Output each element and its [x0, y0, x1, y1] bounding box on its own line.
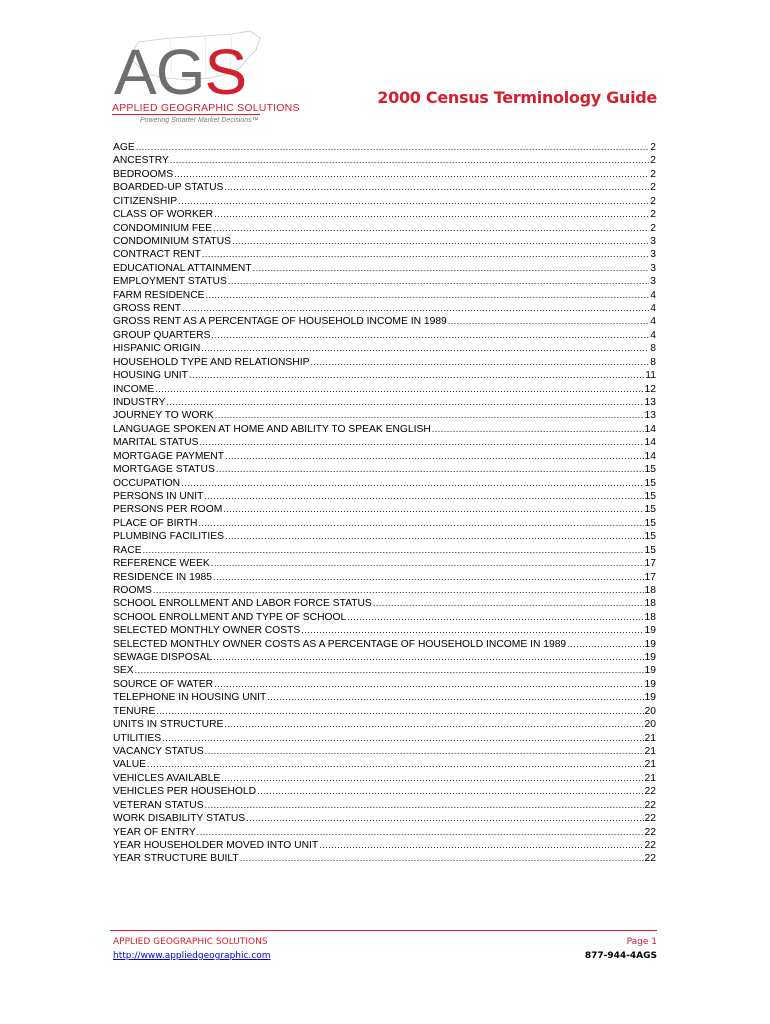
toc-entry-page: 22	[644, 799, 656, 811]
toc-entry-page: 20	[644, 705, 656, 717]
toc-entry-term: FARM RESIDENCE	[113, 289, 205, 301]
toc-dot-leader	[178, 195, 649, 208]
toc-entry-page: 19	[644, 652, 656, 664]
toc-entry-term: CONDOMINIUM STATUS	[113, 235, 232, 247]
toc-entry[interactable]	[113, 544, 656, 557]
toc-dot-leader	[232, 235, 649, 248]
toc-entry[interactable]	[113, 356, 656, 369]
toc-entry[interactable]	[113, 222, 656, 235]
toc-entry-term: SEX	[113, 665, 134, 677]
toc-entry-page: 17	[644, 558, 656, 570]
toc-dot-leader	[224, 718, 643, 731]
toc-entry[interactable]	[113, 772, 656, 785]
toc-entry-term: VALUE	[113, 759, 147, 771]
toc-entry-page: 18	[644, 611, 656, 623]
toc-entry-term: UNITS IN STRUCTURE	[113, 719, 224, 731]
toc-entry[interactable]	[113, 597, 656, 610]
toc-entry-page: 2	[650, 182, 656, 194]
toc-entry-page: 21	[644, 732, 656, 744]
toc-entry-page: 3	[650, 276, 656, 288]
toc-entry-page: 14	[644, 450, 656, 462]
toc-entry-term: ANCESTRY	[113, 155, 169, 167]
table-of-contents	[113, 141, 656, 866]
toc-dot-leader	[199, 436, 643, 449]
toc-entry-term: UTILITIES	[113, 732, 162, 744]
toc-entry-term: HISPANIC ORIGIN	[113, 343, 201, 355]
toc-entry[interactable]	[113, 436, 656, 449]
toc-entry[interactable]	[113, 745, 656, 758]
phone-number: 877-944-4AGS	[584, 951, 657, 961]
logo-company-name: APPLIED GEOGRAPHIC SOLUTIONS	[112, 102, 300, 114]
toc-entry[interactable]	[113, 154, 656, 167]
toc-entry-page: 8	[650, 343, 656, 355]
toc-entry-page: 19	[644, 678, 656, 690]
toc-entry[interactable]	[113, 799, 656, 812]
toc-dot-leader	[205, 745, 644, 758]
toc-entry-page: 18	[644, 598, 656, 610]
toc-entry-term: BOARDED-UP STATUS	[113, 182, 224, 194]
toc-entry-page: 15	[644, 544, 656, 556]
toc-entry-term: RACE	[113, 544, 142, 556]
toc-dot-leader	[162, 732, 643, 745]
toc-entry-term: LANGUAGE SPOKEN AT HOME AND ABILITY TO SPEAK ENGLISH	[113, 423, 431, 435]
toc-entry-term: INDUSTRY	[113, 397, 166, 409]
toc-entry[interactable]	[113, 530, 656, 543]
toc-entry[interactable]	[113, 718, 656, 731]
toc-entry[interactable]	[113, 624, 656, 637]
footer-right	[585, 936, 657, 963]
toc-entry-term: SELECTED MONTHLY OWNER COSTS	[113, 625, 301, 637]
toc-entry-page: 3	[650, 262, 656, 274]
toc-entry-page: 15	[644, 517, 656, 529]
toc-dot-leader	[204, 490, 643, 503]
toc-dot-leader	[567, 638, 643, 651]
toc-entry[interactable]	[113, 852, 656, 865]
toc-dot-leader	[197, 826, 644, 839]
toc-entry-page: 2	[650, 222, 656, 234]
toc-dot-leader	[182, 302, 649, 315]
toc-dot-leader	[201, 342, 649, 355]
toc-entry[interactable]	[113, 248, 656, 261]
toc-entry-term: VETERAN STATUS	[113, 799, 204, 811]
toc-entry-page: 13	[644, 410, 656, 422]
toc-entry[interactable]	[113, 450, 656, 463]
toc-entry-term: REFERENCE WEEK	[113, 558, 210, 570]
toc-entry[interactable]	[113, 517, 656, 530]
toc-entry-term: TENURE	[113, 705, 156, 717]
toc-entry[interactable]	[113, 691, 656, 704]
toc-dot-leader	[156, 705, 643, 718]
toc-entry-page: 22	[644, 813, 656, 825]
toc-entry[interactable]	[113, 678, 656, 691]
toc-dot-leader	[253, 262, 650, 275]
toc-entry-term: SCHOOL ENROLLMENT AND LABOR FORCE STATUS	[113, 598, 372, 610]
toc-entry[interactable]	[113, 638, 656, 651]
toc-entry-page: 14	[644, 437, 656, 449]
toc-entry-term: SOURCE OF WATER	[113, 678, 214, 690]
toc-entry[interactable]	[113, 571, 656, 584]
toc-entry-term: GROSS RENT AS A PERCENTAGE OF HOUSEHOLD INCOME IN 1989	[113, 316, 447, 328]
toc-dot-leader	[373, 597, 644, 610]
toc-entry-page: 21	[644, 772, 656, 784]
toc-entry[interactable]	[113, 584, 656, 597]
document-title: 2000 Census Terminology Guide	[377, 88, 657, 107]
toc-dot-leader	[166, 396, 643, 409]
toc-entry[interactable]	[113, 383, 656, 396]
toc-dot-leader	[143, 544, 644, 557]
toc-entry[interactable]	[113, 275, 656, 288]
toc-entry-term: TELEPHONE IN HOUSING UNIT	[113, 692, 267, 704]
toc-entry-term: PERSONS PER ROOM	[113, 504, 223, 516]
toc-entry-page: 18	[644, 584, 656, 596]
toc-entry-page: 15	[644, 531, 656, 543]
toc-entry-page: 14	[644, 423, 656, 435]
toc-dot-leader	[215, 409, 644, 422]
toc-entry-term: ROOMS	[113, 584, 152, 596]
toc-entry[interactable]	[113, 423, 656, 436]
toc-entry-term: CLASS OF WORKER	[113, 209, 214, 221]
toc-entry-page: 22	[644, 839, 656, 851]
toc-entry-page: 21	[644, 745, 656, 757]
toc-entry[interactable]	[113, 315, 656, 328]
toc-entry-page: 4	[650, 289, 656, 301]
toc-entry-term: CONDOMINIUM FEE	[113, 222, 212, 234]
toc-dot-leader	[199, 517, 644, 530]
toc-dot-leader	[170, 154, 649, 167]
toc-entry[interactable]	[113, 463, 656, 476]
toc-dot-leader	[214, 208, 649, 221]
toc-entry[interactable]	[113, 705, 656, 718]
toc-dot-leader	[202, 248, 649, 261]
ags-logo	[110, 28, 300, 128]
logo-divider	[112, 114, 260, 115]
footer-website-link[interactable]: http://www.appliedgeographic.com	[113, 951, 271, 961]
toc-entry-page: 4	[650, 316, 656, 328]
toc-entry[interactable]	[113, 839, 656, 852]
toc-entry-term: VEHICLES PER HOUSEHOLD	[113, 786, 257, 798]
toc-entry-term: GROUP QUARTERS	[113, 329, 211, 341]
toc-entry-page: 12	[644, 383, 656, 395]
toc-entry-page: 20	[644, 719, 656, 731]
toc-dot-leader	[267, 691, 643, 704]
toc-dot-leader	[205, 799, 644, 812]
toc-entry[interactable]	[113, 812, 656, 825]
toc-entry-page: 2	[650, 168, 656, 180]
toc-entry-page: 8	[650, 356, 656, 368]
toc-entry-term: VEHICLES AVAILABLE	[113, 772, 221, 784]
toc-entry-term: GROSS RENT	[113, 303, 182, 315]
toc-entry[interactable]	[113, 785, 656, 798]
toc-entry-term: CONTRACT RENT	[113, 249, 201, 261]
toc-entry-page: 15	[644, 504, 656, 516]
toc-entry[interactable]	[113, 409, 656, 422]
toc-entry-page: 2	[650, 155, 656, 167]
toc-dot-leader	[213, 571, 644, 584]
toc-entry[interactable]	[113, 141, 656, 154]
toc-entry-term: MARITAL STATUS	[113, 437, 199, 449]
logo-tagline: Powering Smarter Market Decisions™	[140, 117, 259, 124]
toc-entry-page: 2	[650, 195, 656, 207]
toc-entry-page: 13	[644, 397, 656, 409]
toc-dot-leader	[216, 463, 644, 476]
toc-entry-term: CITIZENSHIP	[113, 195, 178, 207]
toc-entry[interactable]	[113, 302, 656, 315]
toc-entry-page: 19	[644, 625, 656, 637]
toc-dot-leader	[136, 141, 650, 154]
toc-dot-leader	[147, 758, 644, 771]
toc-dot-leader	[448, 315, 649, 328]
toc-entry-term: INCOME	[113, 383, 155, 395]
toc-dot-leader	[225, 450, 644, 463]
toc-entry[interactable]	[113, 826, 656, 839]
toc-entry-page: 3	[650, 235, 656, 247]
toc-entry-page: 15	[644, 490, 656, 502]
toc-entry-term: RESIDENCE IN 1985	[113, 571, 213, 583]
toc-entry-term: AGE	[113, 142, 135, 153]
toc-entry-page: 15	[644, 477, 656, 489]
toc-dot-leader	[211, 557, 644, 570]
toc-dot-leader	[347, 611, 643, 624]
toc-entry-term: EMPLOYMENT STATUS	[113, 276, 227, 288]
toc-entry[interactable]	[113, 651, 656, 664]
toc-entry-term: WORK DISABILITY STATUS	[113, 813, 246, 825]
toc-entry[interactable]	[113, 758, 656, 771]
toc-entry[interactable]	[113, 289, 656, 302]
toc-entry-page: 22	[644, 786, 656, 798]
toc-dot-leader	[225, 530, 644, 543]
toc-dot-leader	[155, 383, 643, 396]
toc-entry-term: SEWAGE DISPOSAL	[113, 652, 213, 664]
toc-entry-term: PLACE OF BIRTH	[113, 517, 198, 529]
toc-dot-leader	[310, 356, 649, 369]
toc-entry[interactable]	[113, 208, 656, 221]
toc-entry-page: 19	[644, 665, 656, 677]
toc-entry-page: 4	[650, 329, 656, 341]
toc-dot-leader	[224, 181, 649, 194]
toc-dot-leader	[189, 369, 644, 382]
toc-entry-page: 2	[650, 209, 656, 221]
toc-dot-leader	[211, 329, 649, 342]
toc-dot-leader	[174, 168, 649, 181]
toc-entry-term: JOURNEY TO WORK	[113, 410, 214, 422]
toc-dot-leader	[432, 423, 644, 436]
toc-entry-term: PLUMBING FACILITIES	[113, 531, 225, 543]
toc-entry-term: VACANCY STATUS	[113, 745, 204, 757]
toc-entry-page: 22	[644, 853, 656, 865]
toc-dot-leader	[240, 852, 644, 865]
toc-entry[interactable]	[113, 369, 656, 382]
toc-entry-term: PERSONS IN UNIT	[113, 490, 204, 502]
toc-entry-term: YEAR HOUSEHOLDER MOVED INTO UNIT	[113, 839, 319, 851]
toc-dot-leader	[228, 275, 649, 288]
toc-entry[interactable]	[113, 664, 656, 677]
footer-divider	[110, 930, 657, 931]
toc-entry[interactable]	[113, 396, 656, 409]
toc-entry[interactable]	[113, 342, 656, 355]
toc-entry-page: 19	[644, 692, 656, 704]
footer-company-name: APPLIED GEOGRAPHIC SOLUTIONS	[113, 937, 268, 947]
toc-dot-leader	[223, 503, 643, 516]
toc-entry-page: 2	[650, 142, 656, 153]
toc-entry-term: BEDROOMS	[113, 168, 174, 180]
toc-entry[interactable]	[113, 611, 656, 624]
page-number: Page 1	[626, 937, 657, 947]
toc-entry-term: HOUSING UNIT	[113, 370, 188, 382]
toc-entry-page: 15	[644, 464, 656, 476]
toc-entry-term: YEAR STRUCTURE BUILT	[113, 853, 239, 865]
toc-entry[interactable]	[113, 490, 656, 503]
toc-entry-page: 3	[650, 249, 656, 261]
toc-entry[interactable]	[113, 557, 656, 570]
toc-entry-page: 22	[644, 826, 656, 838]
toc-entry-page: 11	[645, 370, 656, 382]
toc-dot-leader	[213, 222, 649, 235]
toc-dot-leader	[221, 772, 643, 785]
toc-entry[interactable]	[113, 262, 656, 275]
toc-entry-page: 17	[644, 571, 656, 583]
toc-dot-leader	[206, 289, 650, 302]
toc-entry-term: OCCUPATION	[113, 477, 181, 489]
logo-letters: AGS	[114, 36, 247, 108]
toc-entry[interactable]	[113, 732, 656, 745]
toc-entry-term: HOUSEHOLD TYPE AND RELATIONSHIP	[113, 356, 310, 368]
toc-entry-page: 4	[650, 303, 656, 315]
toc-dot-leader	[153, 584, 644, 597]
toc-entry[interactable]	[113, 168, 656, 181]
toc-dot-leader	[319, 839, 643, 852]
toc-entry-term: YEAR OF ENTRY	[113, 826, 196, 838]
toc-dot-leader	[181, 477, 643, 490]
toc-entry-term: MORTGAGE STATUS	[113, 464, 215, 476]
toc-entry-page: 21	[644, 759, 656, 771]
toc-entry[interactable]	[113, 195, 656, 208]
toc-entry[interactable]	[113, 477, 656, 490]
toc-entry[interactable]	[113, 329, 656, 342]
toc-dot-leader	[301, 624, 643, 637]
toc-dot-leader	[214, 678, 643, 691]
toc-entry-term: MORTGAGE PAYMENT	[113, 450, 224, 462]
footer-left	[113, 936, 271, 963]
toc-entry-page: 19	[644, 638, 656, 650]
toc-dot-leader	[135, 664, 644, 677]
toc-entry[interactable]	[113, 181, 656, 194]
toc-entry[interactable]	[113, 503, 656, 516]
toc-dot-leader	[213, 651, 643, 664]
toc-dot-leader	[246, 812, 643, 825]
toc-entry-term: SELECTED MONTHLY OWNER COSTS AS A PERCENTAGE OF HOUSEHOLD INCOME IN 1989	[113, 638, 567, 650]
toc-entry-term: SCHOOL ENROLLMENT AND TYPE OF SCHOOL	[113, 611, 347, 623]
toc-entry[interactable]	[113, 235, 656, 248]
toc-entry-term: EDUCATIONAL ATTAINMENT	[113, 262, 252, 274]
toc-dot-leader	[257, 785, 643, 798]
